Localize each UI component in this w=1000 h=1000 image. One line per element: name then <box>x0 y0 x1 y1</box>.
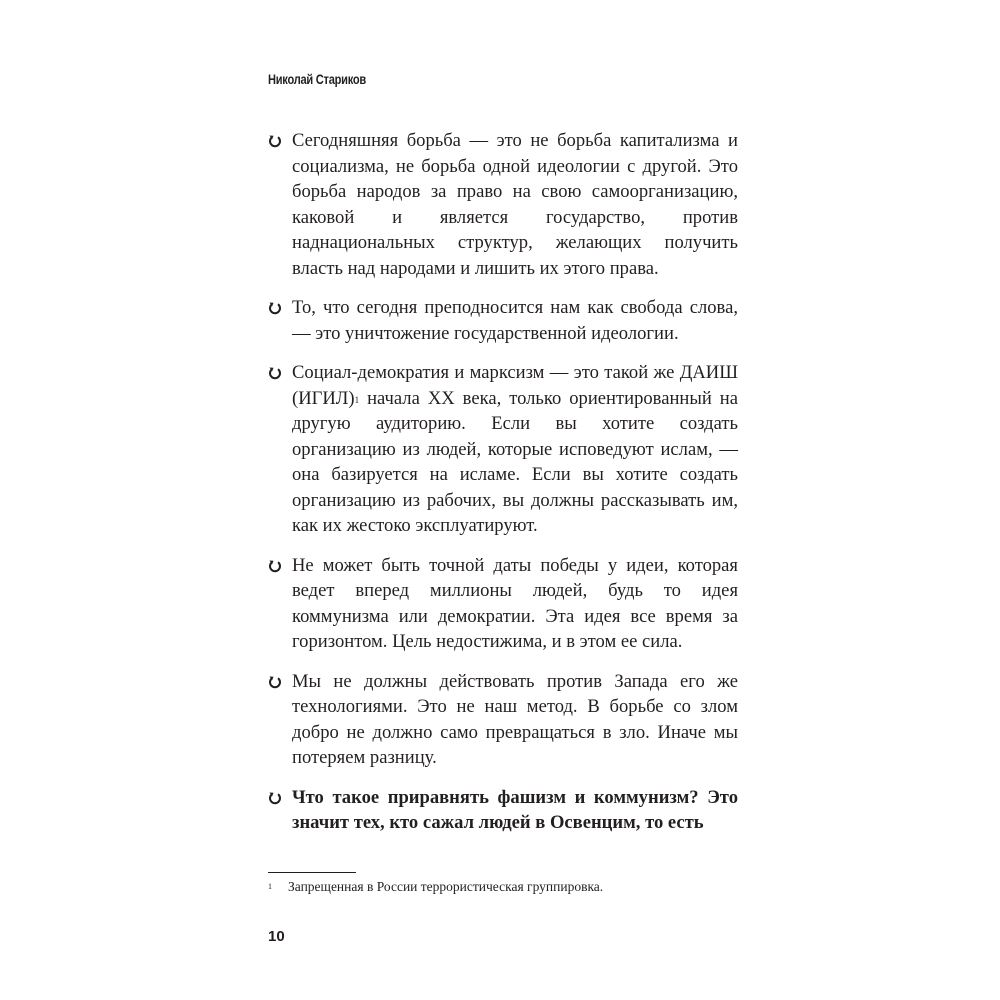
page-number: 10 <box>268 928 285 945</box>
circular-arrow-icon <box>268 675 282 689</box>
circular-arrow-icon <box>268 301 282 315</box>
paragraph-text: Мы не должны действовать против Запада его же технологиями. Это не наш метод. В борьбе со злом добро не должно само превращаться в зло. Иначе мы потеряем разницу. <box>292 670 738 768</box>
text-before-footnote: Социал-демократия и марксизм — это такой же ДАИШ (ИГИЛ) <box>292 362 738 409</box>
footnote-text: Запрещенная в России террористическая группировка. <box>288 879 604 894</box>
circular-arrow-icon <box>268 791 282 805</box>
footnote <box>268 878 738 896</box>
circular-arrow-icon <box>268 366 282 380</box>
paragraph-text: Сегодняшняя борьба — это не борьба капитализма и социализма, не борьба одной идеологии с другой. Это борьба народов за право на свою самоорганизацию, каковой и является государство, против наднациональных структур, желающих получить власть над народами и лишить их этого права. <box>292 130 738 279</box>
bullet-paragraph-bold <box>268 785 738 836</box>
bullet-paragraph <box>268 360 738 539</box>
circular-arrow-icon <box>268 559 282 573</box>
footnote-number: 1 <box>268 882 272 891</box>
circular-arrow-icon <box>268 134 282 148</box>
paragraph-text: Что такое приравнять фашизм и коммунизм? Это значит тех, кто сажал людей в Освенцим, то есть <box>292 786 738 833</box>
bullet-paragraph <box>268 553 738 655</box>
running-head-author: Николай Стариков <box>268 72 366 87</box>
paragraph-text: То, что сегодня преподносится нам как свобода слова, — это уничтожение государственной идеологии. <box>292 297 738 344</box>
text-after-footnote: начала XX века, только ориентированный на другую аудиторию. Если вы хотите создать организацию из людей, которые исповедуют ислам, — она базируется на исламе. Если вы хотите создать организацию из рабочих, вы должны рассказывать им, как их жестоко эксплуатируют. <box>292 387 738 536</box>
paragraph-text <box>292 360 738 539</box>
footnote-reference[interactable]: 1 <box>354 394 360 405</box>
footnote-divider <box>268 872 356 873</box>
bullet-paragraph <box>268 295 738 346</box>
paragraph-text: Не может быть точной даты победы у идеи, которая ведет вперед миллионы людей, будь то идея коммунизма или демократии. Эта идея все время за горизонтом. Цель недостижима, и в этом ее сила. <box>292 554 738 652</box>
page-body <box>268 128 738 850</box>
bullet-paragraph <box>268 669 738 771</box>
bullet-paragraph <box>268 128 738 281</box>
